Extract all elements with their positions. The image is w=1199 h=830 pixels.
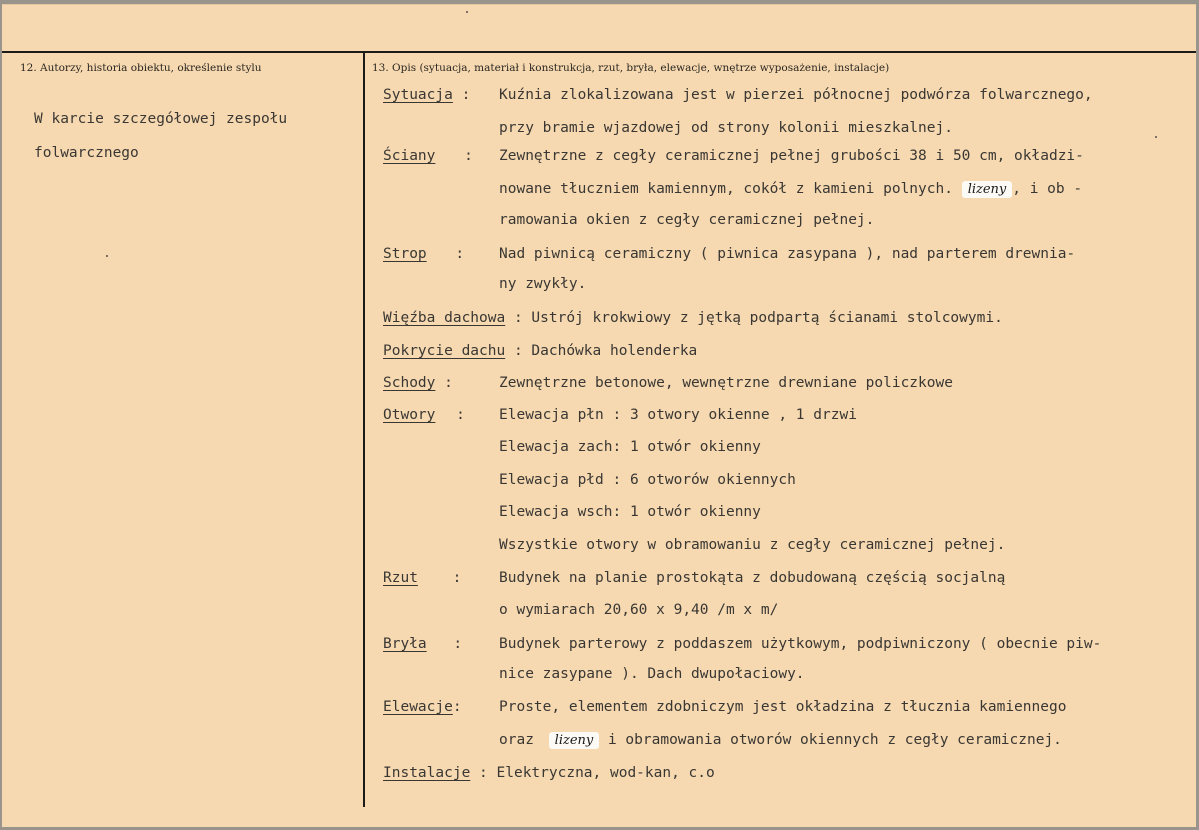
separator: : — [447, 407, 465, 423]
section-13-heading: 13. Opis (sytuacja, materiał i konstrukcja, rzut, bryła, elewacje, wnętrze wyposażenie, instalacje) — [372, 62, 890, 74]
otwory-text: Elewacja płd : 6 otworów okiennych — [499, 472, 796, 488]
otwory-text: Elewacja wsch: 1 otwór okienny — [499, 504, 761, 520]
elewacje-row — [383, 699, 462, 715]
separator: : — [444, 636, 463, 652]
otwory-text: Elewacja zach: 1 otwór okienny — [499, 439, 761, 455]
handwritten-insert: lizeny — [549, 732, 600, 749]
elewacje-text: oraz — [499, 732, 534, 748]
handwritten-insert: lizeny — [962, 181, 1013, 198]
schody-text: Zewnętrzne betonowe, wewnętrzne drewniane policzkowe — [499, 375, 953, 391]
bryla-text: nice zasypane ). Dach dwupołaciowy. — [499, 666, 805, 682]
paper-speck — [466, 11, 468, 13]
strop-label: Strop — [383, 246, 427, 262]
sytuacja-row — [383, 87, 470, 103]
separator: : — [443, 570, 462, 586]
separator: : — [452, 699, 462, 715]
left-note-line: W karcie szczegółowej zespołu — [34, 111, 288, 127]
pokrycie-row — [383, 343, 697, 359]
bryla-label: Bryła — [383, 636, 427, 652]
elewacje-text: i obramowania otworów okiennych z cegły ceramicznej. — [607, 732, 1062, 748]
instalacje-text: : Elektryczna, wod-kan, c.o — [470, 765, 715, 781]
sytuacja-label: Sytuacja — [383, 87, 453, 103]
sciany-row — [383, 148, 473, 164]
wiezba-text: : Ustrój krokwiowy z jętką podpartą ścianami stolcowymi. — [505, 310, 1003, 326]
otwory-text: Wszystkie otwory w obramowaniu z cegły ceramicznej pełnej. — [499, 537, 1006, 553]
rzut-label: Rzut — [383, 570, 418, 586]
sciany-label: Ściany — [383, 148, 436, 164]
pokrycie-label: Pokrycie dachu — [383, 343, 506, 359]
separator: : — [446, 246, 465, 262]
strop-text: Nad piwnicą ceramiczny ( piwnica zasypana ), nad parterem drewnia- — [499, 246, 1076, 262]
sytuacja-text: Kuźnia zlokalizowana jest w pierzei północnej podwórza folwarcznego, — [499, 87, 1093, 103]
sciany-text: Zewnętrzne z cegły ceramicznej pełnej grubości 38 i 50 cm, okładzi- — [499, 148, 1084, 164]
wiezba-row — [383, 310, 1003, 326]
paper-speck — [106, 255, 108, 257]
strop-text: ny zwykły. — [499, 276, 587, 292]
bryla-row — [383, 636, 462, 652]
separator: : — [452, 87, 471, 103]
column-divider — [363, 53, 365, 807]
schody-label: Schody — [383, 375, 436, 391]
bryla-text: Budynek parterowy z poddaszem użytkowym, podpiwniczony ( obecnie piw- — [499, 636, 1102, 652]
rzut-text: o wymiarach 20,60 x 9,40 /m x m/ — [499, 602, 779, 618]
sciany-text-line2 — [499, 181, 1082, 198]
elewacje-label: Elewacje — [383, 699, 453, 715]
instalacje-row — [383, 765, 715, 781]
separator: : — [455, 148, 473, 164]
strop-row — [383, 246, 464, 262]
pokrycie-text: : Dachówka holenderka — [505, 343, 698, 359]
otwory-label: Otwory — [383, 407, 436, 423]
document-sheet — [2, 4, 1196, 827]
elewacje-text-line2 — [499, 732, 1062, 749]
sciany-text: , i ob - — [1012, 181, 1083, 197]
instalacje-label: Instalacje — [383, 765, 471, 781]
separator: : — [435, 375, 453, 391]
wiezba-label: Więźba dachowa — [383, 310, 506, 326]
sciany-text: nowane tłuczniem kamiennym, cokół z kamieni polnych. — [499, 181, 953, 197]
paper-speck — [1155, 136, 1157, 138]
rzut-row — [383, 570, 461, 586]
rzut-text: Budynek na planie prostokąta z dobudowaną częścią socjalną — [499, 570, 1006, 586]
section-12-heading: 12. Autorzy, historia obiektu, określenie stylu — [20, 62, 262, 74]
otwory-row — [383, 407, 465, 423]
header-divider — [2, 51, 1196, 53]
otwory-text: Elewacja płn : 3 otwory okienne , 1 drzwi — [499, 407, 857, 423]
left-note-line: folwarcznego — [34, 145, 139, 161]
schody-row — [383, 375, 453, 391]
sytuacja-text: przy bramie wjazdowej od strony kolonii mieszkalnej. — [499, 120, 953, 136]
elewacje-text: Proste, elementem zdobniczym jest okładzina z tłucznia kamiennego — [499, 699, 1067, 715]
sciany-text: ramowania okien z cegły ceramicznej pełnej. — [499, 212, 875, 228]
